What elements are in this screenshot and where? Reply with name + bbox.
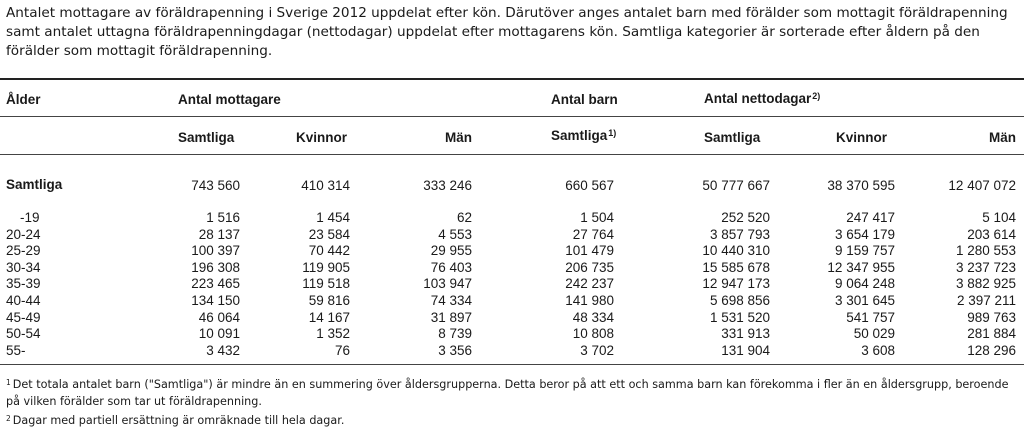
table-cell: 46 064 — [198, 309, 240, 325]
footnote-1: $^1$ Det totala antalet barn ("Samtliga") är mindre än en summering över åldersgrupperna. Detta beror på att ett och samma barn kan förekomma i fler än en åldersgrupp, beroende på vilken förälder som tar ut föräldrapenning. — [6, 378, 1009, 408]
table-cell: 14 167 — [308, 309, 350, 325]
table-cell: 1 504 — [580, 210, 614, 225]
table-bottom-rule — [0, 364, 1024, 365]
table-cell: 3 301 645 — [834, 293, 895, 308]
header-age: Ålder — [6, 92, 41, 107]
table-cell: 27 764 — [572, 226, 614, 242]
total-row-label: Samtliga — [6, 177, 63, 192]
table-cell: 28 137 — [198, 226, 240, 242]
table-cell: 1 454 — [316, 210, 350, 225]
total-cell: 12 407 072 — [948, 178, 1016, 193]
header-dagar-kvinnor: Kvinnor — [836, 130, 888, 145]
header-dagar-samtliga: Samtliga — [704, 130, 761, 145]
table-cell: 74 334 — [430, 293, 472, 308]
row-label: -19 — [20, 210, 40, 225]
table-cell: 3 654 179 — [834, 226, 895, 242]
table-cell: 3 356 — [438, 342, 472, 358]
table-cell: 203 614 — [967, 226, 1016, 242]
table-cell: 8 739 — [438, 326, 472, 342]
row-label: 35-39 — [6, 276, 41, 292]
table-cell: 10 808 — [572, 326, 614, 342]
row-label: 20-24 — [6, 226, 41, 242]
footnote-ref-1: 1) — [608, 128, 617, 138]
table-cell: 541 757 — [846, 309, 895, 325]
table-cell: 206 735 — [565, 259, 614, 275]
table-cell: 76 403 — [430, 259, 472, 275]
table-cell: 2 397 211 — [956, 293, 1016, 308]
row-label: 55- — [6, 342, 26, 358]
table-cell: 989 763 — [967, 309, 1016, 325]
table-top-rule — [0, 78, 1024, 80]
total-cell: 743 560 — [191, 178, 240, 193]
header-group-days: Antal nettodagar$^{2)}$ — [704, 91, 821, 106]
table-cell: 10 091 — [198, 326, 240, 342]
total-cell: 38 370 595 — [827, 178, 895, 193]
footnote-ref-2: 2) — [812, 91, 821, 101]
table-cell: 3 857 793 — [709, 226, 770, 242]
header-group-recipients: Antal mottagare — [178, 92, 281, 107]
table-cell: 12 947 173 — [702, 276, 770, 292]
row-label: 30-34 — [6, 259, 41, 275]
table-cell: 103 947 — [423, 276, 472, 292]
table-cell: 9 159 757 — [834, 243, 895, 259]
table-cell: 3 432 — [206, 342, 240, 358]
table-cell: 131 904 — [721, 342, 770, 358]
header-kvinnor: Kvinnor — [296, 130, 348, 145]
table-cell: 1 280 553 — [955, 243, 1016, 259]
table-cell: 10 440 310 — [702, 243, 770, 259]
table-cell: 247 417 — [846, 210, 895, 225]
table-cell: 252 520 — [721, 210, 770, 225]
table-cell: 62 — [456, 210, 472, 225]
table-cell: 3 882 925 — [955, 276, 1016, 292]
table-cell: 1 352 — [316, 326, 350, 342]
table-cell: 196 308 — [191, 259, 240, 275]
table-cell: 76 — [334, 342, 350, 358]
table-cell: 5 698 856 — [709, 293, 770, 308]
header-man: Män — [445, 130, 472, 145]
table-cell: 4 553 — [438, 226, 472, 242]
table-cell: 50 029 — [853, 326, 895, 342]
table-cell: 12 347 955 — [827, 259, 895, 275]
table-cell: 31 897 — [430, 309, 472, 325]
header-divider — [0, 116, 1024, 117]
row-label: 40-44 — [6, 293, 41, 308]
table-cell: 23 584 — [308, 226, 350, 242]
table-cell: 119 905 — [302, 259, 350, 275]
table-cell: 1 531 520 — [709, 309, 770, 325]
table-cell: 223 465 — [191, 276, 240, 292]
table-cell: 5 104 — [982, 210, 1016, 225]
header-dagar-man: Män — [989, 130, 1016, 145]
header-barn-samtliga: Samtliga$^{1)}$ — [551, 128, 617, 143]
row-label: 45-49 — [6, 309, 41, 325]
row-label: 50-54 — [6, 326, 41, 342]
total-cell: 50 777 667 — [702, 178, 770, 193]
table-cell: 101 479 — [565, 243, 614, 259]
table-cell: 100 397 — [191, 243, 240, 259]
table-cell: 3 702 — [580, 342, 614, 358]
table-cell: 119 518 — [302, 276, 350, 292]
total-cell: 333 246 — [423, 178, 472, 193]
table-cell: 128 296 — [967, 342, 1016, 358]
total-cell: 410 314 — [301, 178, 350, 193]
intro-text: Antalet mottagare av föräldrapenning i Sverige 2012 uppdelat efter kön. Därutöver anges antalet barn med förälder som mottagit föräldrapenning samt antalet uttagna föräldrapenningdagar (nettodagar) uppdelat efter mottagarens kön. Samtliga kategorier är sorterade efter åldern på den förälder som mottagit föräldrapenning. — [6, 5, 1008, 59]
total-cell: 660 567 — [565, 178, 614, 193]
table-cell: 29 955 — [430, 243, 472, 259]
table-cell: 70 442 — [308, 243, 350, 259]
table-cell: 15 585 678 — [702, 259, 770, 275]
table-cell: 1 516 — [206, 210, 240, 225]
table-cell: 48 334 — [572, 309, 614, 325]
table-cell: 134 150 — [191, 293, 240, 308]
header-bottom-rule — [0, 154, 1024, 155]
footnote-2: $^2$ Dagar med partiell ersättning är omräknade till hela dagar. — [6, 414, 345, 427]
table-cell: 59 816 — [308, 293, 350, 308]
table-cell: 3 237 723 — [955, 259, 1016, 275]
row-label: 25-29 — [6, 243, 41, 259]
table-cell: 331 913 — [721, 326, 770, 342]
table-cell: 9 064 248 — [834, 276, 895, 292]
table-cell: 242 237 — [565, 276, 614, 292]
table-cell: 141 980 — [565, 293, 614, 308]
table-cell: 281 884 — [967, 326, 1016, 342]
header-group-children: Antal barn — [551, 92, 618, 107]
header-samtliga: Samtliga — [178, 130, 235, 145]
table-cell: 3 608 — [861, 342, 895, 358]
